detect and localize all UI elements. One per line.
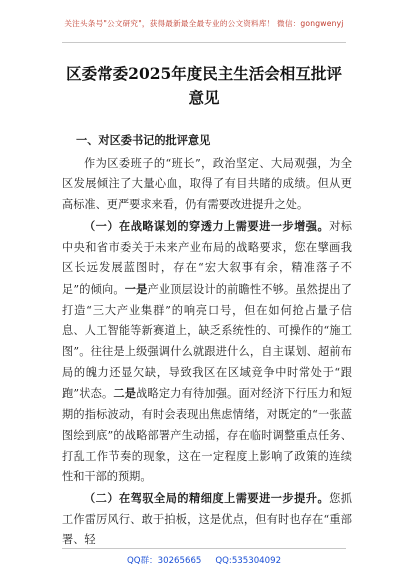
qq-number: QQ:535304092 bbox=[215, 556, 282, 566]
document-body bbox=[62, 130, 352, 551]
paragraph-control bbox=[62, 488, 352, 551]
header-banner: 关注头条号"公文研究"，获得最新最全最专业的公文资料库！ 微信：gongwenyj bbox=[64, 19, 344, 28]
paragraph-strategy bbox=[62, 216, 352, 488]
paragraph-control-text: 您抓工作雷厉风行、敢于拍板，这是优点，但有时也存在“重部署、轻 bbox=[62, 491, 352, 547]
paragraph-strategy-text-a: 对标中央和省市委关于未来产业布局的战略要求，您在擘画我区长远发展蓝图时，存在“宏大叙事有余，精准落子不足”的倾向。 bbox=[62, 219, 352, 296]
footer-contact bbox=[0, 554, 408, 566]
title-line-2: 意见 bbox=[188, 88, 220, 107]
document-title bbox=[30, 62, 378, 110]
header-divider bbox=[62, 42, 346, 43]
title-line-1: 区委常委2025年度民主生活会相互批评 bbox=[66, 64, 342, 83]
paragraph-strategy-text-c: 战略定力有待加强。面对经济下行压力和短期的指标波动，有时会表现出焦虑情绪，对既定的“一张蓝图绘到底”的战略部署产生动摇，存在临时调整重点任务、打乱工作节奏的现象，这在一定程度上影响了政策的连续性和干部的预期。 bbox=[62, 387, 352, 484]
qq-group-number: QQ群：30265665 bbox=[126, 556, 202, 566]
keyword-second: 二是 bbox=[113, 386, 137, 401]
subheading-strategy: （一）在战略谋划的穿透力上需要进一步增强。 bbox=[84, 218, 330, 233]
keyword-first: 一是 bbox=[124, 281, 148, 296]
footer-divider bbox=[62, 548, 346, 549]
paragraph-strategy-text-b: 产业顶层设计的前瞻性不够。虽然提出了打造“三大产业集群”的响亮口号，但在如何抢占量子信息、人工智能等新赛道上，缺乏系统性的、可操作的“施工图”。往往是上级强调什么就跟进什么，自主谋划、超前布局的魄力还显欠缺，导致我区在区域竞争中时常处于“跟跑”状态。 bbox=[62, 282, 352, 401]
section-heading: 一、对区委书记的批评意见 bbox=[76, 133, 211, 147]
subheading-control: （二）在驾驭全局的精细度上需要进一步提升。 bbox=[84, 490, 330, 505]
paragraph-intro: 作为区委班子的“班长”，政治坚定、大局观强，为全区发展倾注了大量心血，取得了有目共睹的成绩。但从更高标准、更严要求来看，仍有需要改进提升之处。 bbox=[62, 156, 352, 212]
